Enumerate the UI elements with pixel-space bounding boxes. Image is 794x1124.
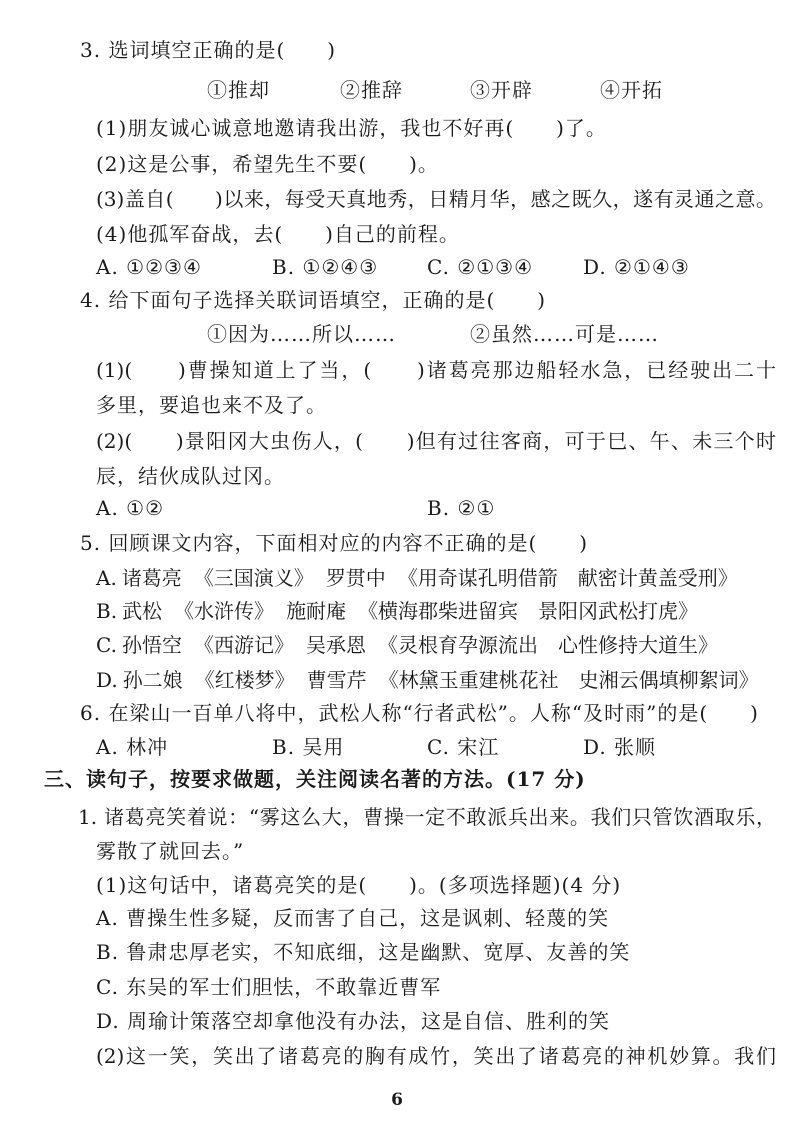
question-5-option-row bbox=[96, 565, 738, 591]
question-3-word-option: ③开辟 bbox=[470, 78, 533, 102]
section-3-part-1-choice: A. 曹操生性多疑，反而害了自己，这是讽刺、轻蔑的笑 bbox=[96, 906, 610, 930]
question-3-sentence: (4)他孤军奋战，去( )自己的前程。 bbox=[96, 222, 460, 246]
section-3-part-2-stem: (2)这一笑，笑出了诸葛亮的胸有成竹，笑出了诸葛亮的神机妙算。我们 bbox=[96, 1044, 776, 1068]
question-4-sentence-continued: 多里，要追也来不及了。 bbox=[96, 393, 327, 417]
page-number: 6 bbox=[391, 1090, 403, 1110]
question-3-choice: B. ①②④③ bbox=[272, 255, 379, 279]
question-5-option-row bbox=[96, 632, 718, 658]
option-label: B. bbox=[96, 599, 118, 623]
question-3-sentence: (3)盖自( )以来，每受天真地秀，日精月华，感之既久，遂有灵通之意。 bbox=[96, 187, 776, 211]
book-title: 《水浒传》 bbox=[174, 599, 275, 623]
question-6-choice: B. 吴用 bbox=[272, 735, 345, 759]
question-4-choice: B. ②① bbox=[427, 496, 496, 520]
option-label: A. bbox=[96, 566, 117, 590]
question-4-sentence: (2)( )景阳冈大虫伤人，( )但有过往客商，可于巳、午、未三个时 bbox=[96, 429, 776, 453]
question-3-choice: D. ②①④③ bbox=[583, 255, 690, 279]
question-5-option-row bbox=[96, 667, 759, 693]
question-6-choice: C. 宋江 bbox=[427, 735, 500, 759]
chapter-title: 《灵根育孕源流出 心性修持大道生》 bbox=[377, 633, 718, 657]
question-5-stem: 5. 回顾课文内容，下面相对应的内容不正确的是( ) bbox=[80, 531, 589, 555]
question-3-word-option: ②推辞 bbox=[340, 78, 403, 102]
character-name: 孙悟空 bbox=[121, 633, 182, 657]
book-title: 《红楼梦》 bbox=[194, 668, 295, 692]
section-3-heading: 三、读句子，按要求做题，关注阅读名著的方法。(17 分) bbox=[44, 767, 586, 791]
question-3-stem: 3. 选词填空正确的是( ) bbox=[80, 38, 337, 62]
question-6-choice: A. 林冲 bbox=[96, 735, 169, 759]
question-4-stem: 4. 给下面句子选择关联词语填空，正确的是( ) bbox=[80, 288, 547, 312]
book-title: 《三国演义》 bbox=[193, 566, 314, 590]
option-label: C. bbox=[96, 633, 117, 657]
character-name: 武松 bbox=[122, 599, 163, 623]
question-4-conjunction-option: ①因为……所以…… bbox=[207, 322, 396, 346]
chapter-title: 《用奇谋孔明借箭 献密计黄盖受刑》 bbox=[397, 566, 738, 590]
question-3-word-option: ④开拓 bbox=[600, 78, 663, 102]
question-6-choice: D. 张顺 bbox=[583, 735, 657, 759]
chapter-title: 《横海郡柴进留宾 景阳冈武松打虎》 bbox=[358, 599, 699, 623]
question-5-option-row bbox=[96, 598, 698, 624]
question-3-choice: A. ①②③④ bbox=[96, 255, 202, 279]
author-name: 施耐庵 bbox=[286, 599, 347, 623]
question-4-sentence: (1)( )曹操知道上了当，( )诸葛亮那边船轻水急，已经驶出二十 bbox=[96, 358, 776, 382]
question-3-sentence: (2)这是公事，希望先生不要( )。 bbox=[96, 152, 439, 176]
author-name: 吴承恩 bbox=[305, 633, 366, 657]
question-4-sentence-continued: 辰，结伙成队过冈。 bbox=[96, 464, 285, 488]
question-3-sentence: (1)朋友诚心诚意地邀请我出游，我也不好再( )了。 bbox=[96, 116, 607, 140]
section-3-part-1-choice: B. 鲁肃忠厚老实，不知底细，这是幽默、宽厚、友善的笑 bbox=[96, 940, 631, 964]
question-3-word-option: ①推却 bbox=[207, 78, 270, 102]
option-label: D. bbox=[96, 668, 118, 692]
author-name: 罗贯中 bbox=[325, 566, 386, 590]
section-3-question-1-stem: 1. 诸葛亮笑着说：“雾这么大，曹操一定不敢派兵出来。我们只管饮酒取乐， bbox=[78, 805, 776, 829]
book-title: 《西游记》 bbox=[193, 633, 294, 657]
question-6-stem: 6. 在梁山一百单八将中，武松人称“行者武松”。人称“及时雨”的是( ) bbox=[80, 701, 759, 725]
question-4-choice: A. ①② bbox=[96, 496, 165, 520]
chapter-title: 《林黛玉重建桃花社 史湘云偶填柳絮词》 bbox=[378, 668, 759, 692]
question-3-choice: C. ②①③④ bbox=[427, 255, 534, 279]
character-name: 诸葛亮 bbox=[121, 566, 182, 590]
section-3-part-1-stem: (1)这句话中，诸葛亮笑的是( )。(多项选择题)(4 分) bbox=[96, 873, 622, 897]
section-3-part-1-choice: C. 东吴的军士们胆怯，不敢靠近曹军 bbox=[96, 975, 442, 999]
section-3-question-1-stem-continued: 雾散了就回去。” bbox=[96, 839, 245, 863]
author-name: 曹雪芹 bbox=[306, 668, 367, 692]
question-4-conjunction-option: ②虽然……可是…… bbox=[470, 322, 659, 346]
character-name: 孙二娘 bbox=[122, 668, 183, 692]
section-3-part-1-choice: D. 周瑜计策落空却拿他没有办法，这是自信、胜利的笑 bbox=[96, 1009, 611, 1033]
